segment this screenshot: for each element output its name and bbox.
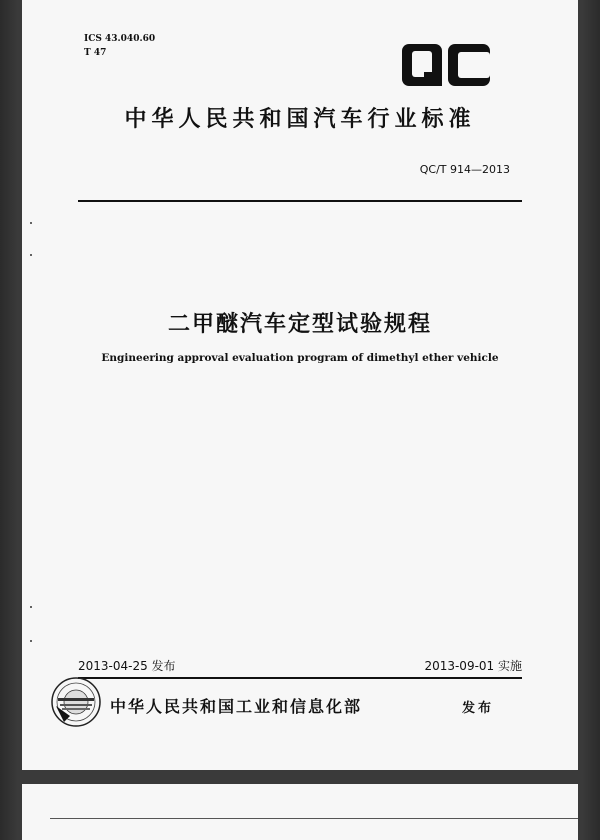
anti-counterfeit-seal-icon xyxy=(50,676,102,728)
ministry-header: 中华人民共和国汽车行业标准 xyxy=(124,107,476,132)
scan-speck xyxy=(30,254,32,256)
ics-code: ICS 43.040.60 xyxy=(84,34,156,44)
document-page xyxy=(22,0,578,770)
next-page-preview xyxy=(22,784,578,840)
scan-speck xyxy=(30,606,32,608)
scan-speck xyxy=(30,222,32,224)
standard-number: QC/T 914—2013 xyxy=(419,163,510,176)
footer-divider xyxy=(78,677,522,679)
document-title-cn: 二甲醚汽车定型试验规程 xyxy=(167,312,432,337)
classification-code: T 47 xyxy=(84,48,107,58)
issue-date: 2013-04-25 发布 xyxy=(78,659,176,673)
document-title-en: Engineering approval evaluation program of dimethyl ether vehicle xyxy=(101,352,499,364)
header-divider xyxy=(78,200,522,202)
implementation-date: 2013-09-01 实施 xyxy=(424,659,522,673)
publish-label: 发布 xyxy=(462,701,495,716)
issuing-authority: 中华人民共和国工业和信息化部 xyxy=(110,697,363,716)
scan-speck xyxy=(30,640,32,642)
qc-logo-icon xyxy=(400,42,492,88)
next-page-divider xyxy=(50,818,578,819)
